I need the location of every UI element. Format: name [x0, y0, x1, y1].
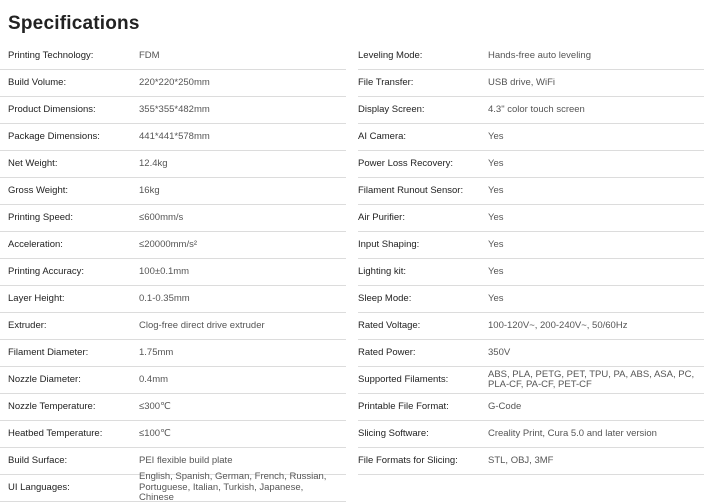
spec-row [0, 286, 346, 313]
spec-label: File Formats for Slicing: [358, 454, 458, 466]
spec-value: 100-120V~, 200-240V~, 50/60Hz [488, 319, 628, 331]
spec-label: Air Purifier: [358, 211, 405, 223]
spec-label: Layer Height: [8, 292, 65, 304]
spec-value: 0.1-0.35mm [139, 292, 190, 304]
spec-row [358, 340, 704, 367]
spec-row [0, 151, 346, 178]
spec-value: Yes [488, 184, 504, 196]
spec-label: Filament Runout Sensor: [358, 184, 464, 196]
spec-value: Yes [488, 238, 504, 250]
spec-label: Package Dimensions: [8, 130, 100, 142]
spec-row [358, 124, 704, 151]
spec-value: FDM [139, 49, 160, 61]
spec-value: Yes [488, 130, 504, 142]
spec-value: ≤300℃ [139, 400, 171, 412]
spec-row [0, 232, 346, 259]
spec-row [358, 259, 704, 286]
spec-label: Product Dimensions: [8, 103, 96, 115]
specifications-table [0, 43, 704, 502]
spec-label: Power Loss Recovery: [358, 157, 454, 169]
spec-row [0, 178, 346, 205]
spec-value: 220*220*250mm [139, 76, 210, 88]
spec-row [358, 313, 704, 340]
spec-label: Supported Filaments: [358, 373, 449, 385]
spec-label: Leveling Mode: [358, 49, 423, 61]
spec-label: Rated Power: [358, 346, 416, 358]
spec-row [0, 70, 346, 97]
spec-row [358, 421, 704, 448]
spec-label: Acceleration: [8, 238, 63, 250]
spec-label: AI Camera: [358, 130, 407, 142]
spec-row [358, 70, 704, 97]
spec-label: Build Volume: [8, 76, 67, 88]
spec-label: Printing Technology: [8, 49, 94, 61]
spec-row [358, 205, 704, 232]
spec-row [0, 471, 346, 504]
spec-value: 0.4mm [139, 373, 169, 385]
spec-value: PEI flexible build plate [139, 454, 233, 466]
spec-value: English, Spanish, German, French, Russian, Portuguese, Italian, Turkish, Japanese, Chinese [139, 471, 327, 504]
spec-value: ≤100℃ [139, 427, 171, 439]
spec-row [0, 394, 346, 421]
spec-value: 350V [488, 346, 511, 358]
spec-row [0, 367, 346, 394]
spec-value: G-Code [488, 400, 522, 412]
specifications-right-column [358, 43, 704, 502]
spec-label: Printing Speed: [8, 211, 73, 223]
spec-value: USB drive, WiFi [488, 76, 556, 88]
spec-row [358, 232, 704, 259]
spec-value: 355*355*482mm [139, 103, 210, 115]
spec-value: Yes [488, 157, 504, 169]
spec-label: Net Weight: [8, 157, 58, 169]
spec-label: Printing Accuracy: [8, 265, 85, 277]
spec-value: 1.75mm [139, 346, 174, 358]
spec-row [0, 97, 346, 124]
spec-label: Slicing Software: [358, 427, 429, 439]
spec-label: Heatbed Temperature: [8, 427, 103, 439]
spec-row [0, 340, 346, 367]
spec-row [358, 178, 704, 205]
spec-label: Display Screen: [358, 103, 425, 115]
spec-row [0, 259, 346, 286]
spec-value: ≤20000mm/s² [139, 238, 198, 250]
page-title: Specifications [8, 12, 140, 34]
spec-value: Yes [488, 292, 504, 304]
spec-label: Nozzle Diameter: [8, 373, 81, 385]
spec-row [0, 43, 346, 70]
spec-label: Nozzle Temperature: [8, 400, 96, 412]
spec-label: Input Shaping: [358, 238, 420, 250]
spec-row [0, 421, 346, 448]
spec-label: Sleep Mode: [358, 292, 412, 304]
spec-value: STL, OBJ, 3MF [488, 454, 554, 466]
spec-value: Clog-free direct drive extruder [139, 319, 265, 331]
spec-value: Creality Print, Cura 5.0 and later version [488, 427, 657, 439]
spec-value: 12.4kg [139, 157, 168, 169]
spec-row [358, 286, 704, 313]
spec-row [0, 205, 346, 232]
spec-value: Yes [488, 211, 504, 223]
spec-row [0, 313, 346, 340]
spec-row [358, 151, 704, 178]
spec-row [358, 448, 704, 475]
spec-value: ABS, PLA, PETG, PET, TPU, PA, ABS, ASA, PC, PLA-CF, PA-CF, PET-CF [488, 368, 695, 390]
spec-row [0, 124, 346, 151]
spec-label: UI Languages: [8, 481, 70, 493]
spec-label: Gross Weight: [8, 184, 69, 196]
spec-label: Printable File Format: [358, 400, 449, 412]
spec-row [358, 43, 704, 70]
spec-label: File Transfer: [358, 76, 414, 88]
spec-row [358, 367, 704, 394]
specifications-left-column [0, 43, 346, 502]
spec-label: Extruder: [8, 319, 47, 331]
spec-value: 4.3" color touch screen [488, 103, 585, 115]
spec-label: Lighting kit: [358, 265, 407, 277]
spec-value: 100±0.1mm [139, 265, 190, 277]
spec-value: ≤600mm/s [139, 211, 184, 223]
spec-label: Build Surface: [8, 454, 68, 466]
spec-row [358, 97, 704, 124]
spec-value: 16kg [139, 184, 160, 196]
spec-value: 441*441*578mm [139, 130, 210, 142]
spec-value: Yes [488, 265, 504, 277]
spec-value: Hands-free auto leveling [488, 49, 591, 61]
spec-label: Filament Diameter: [8, 346, 89, 358]
spec-label: Rated Voltage: [358, 319, 421, 331]
spec-row [358, 394, 704, 421]
